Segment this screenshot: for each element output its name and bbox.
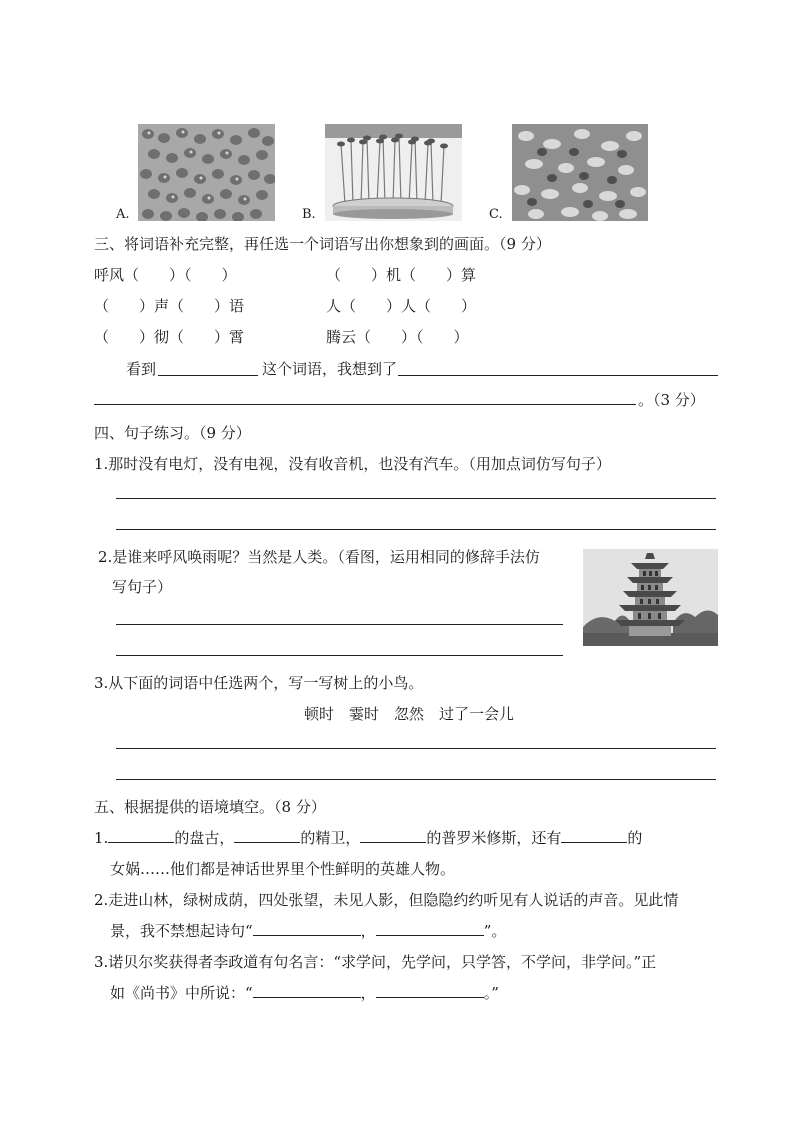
s3-idiom-3: （ ）声（ ）语 xyxy=(94,297,245,315)
s4-q2-line2: 写句子） xyxy=(112,578,173,596)
s3-idiom-4: 人（ ）人（ ） xyxy=(326,297,477,315)
option-b-label: B. xyxy=(302,207,316,222)
option-b-image-sprouts-tray xyxy=(325,124,462,221)
s5-q1-text-d: 的 xyxy=(627,829,643,847)
s4-q1-answer-line-2[interactable] xyxy=(116,529,716,530)
tower-illustration xyxy=(583,549,718,646)
s5-q1-text-c: 的普罗米修斯，还有 xyxy=(426,829,562,847)
s5-q3-line2 xyxy=(110,982,499,1003)
s5-q3-blank-1[interactable] xyxy=(253,983,361,998)
s5-q2-blank-2[interactable] xyxy=(376,921,484,936)
section3-heading: 三、将词语补充完整，再任选一个词语写出你想象到的画面。（9 分） xyxy=(94,235,551,253)
s5-q3-text-end: 。” xyxy=(483,984,499,1002)
s4-q3-answer-line-1[interactable] xyxy=(116,748,716,749)
s5-q1-text-a: 的盘古， xyxy=(174,829,235,847)
s3-blank-imagination-2[interactable] xyxy=(94,404,636,405)
section4-heading: 四、句子练习。（9 分） xyxy=(94,424,251,442)
s4-q1: 1.那时没有电灯，没有电视，没有收音机，也没有汽车。（用加点词仿写句子） xyxy=(94,455,611,473)
option-a-label: A. xyxy=(116,207,130,222)
s5-q1-number: 1. xyxy=(94,829,109,847)
s5-q2-text-end: ”。 xyxy=(483,922,507,940)
s4-q3-word-list: 顿时 霎时 忽然 过了一会儿 xyxy=(304,705,515,723)
s5-q1-blank-1[interactable] xyxy=(108,828,174,843)
s5-q3-text-pre: 如《尚书》中所说：“ xyxy=(110,984,253,1002)
s5-q3-blank-2[interactable] xyxy=(376,983,484,998)
s4-q3: 3.从下面的词语中任选两个，写一写树上的小鸟。 xyxy=(94,674,424,692)
s4-q1-answer-line-1[interactable] xyxy=(116,498,716,499)
s5-q1-blank-2[interactable] xyxy=(234,828,300,843)
s5-q2-line2 xyxy=(110,920,506,941)
s5-q3-text-mid: ， xyxy=(360,984,376,1002)
s5-q1-blank-3[interactable] xyxy=(360,828,426,843)
option-c-label: C. xyxy=(489,207,503,222)
s3-idiom-5: （ ）彻（ ）霄 xyxy=(94,328,245,346)
s4-q2-answer-line-1[interactable] xyxy=(116,624,563,625)
beans-illustration xyxy=(138,124,275,221)
option-c-image-bean-sprouts xyxy=(512,124,648,221)
s5-q1-line1 xyxy=(94,827,642,848)
s5-q2-text-mid: ， xyxy=(360,922,376,940)
s4-q2-answer-line-2[interactable] xyxy=(116,655,563,656)
s3-blank-imagination-1[interactable] xyxy=(398,375,718,376)
s3-write-middle: 这个词语，我想到了 xyxy=(262,360,398,378)
s5-q2-text-pre: 景，我不禁想起诗句“ xyxy=(110,922,253,940)
s3-blank-idiom[interactable] xyxy=(158,375,258,376)
s3-idiom-2: （ ）机（ ）算 xyxy=(326,266,477,284)
s5-q2-blank-1[interactable] xyxy=(253,921,361,936)
s4-q2-line1: 2.是谁来呼风唤雨呢？当然是人类。（看图，运用相同的修辞手法仿 xyxy=(98,548,540,566)
s3-idiom-1: 呼风（ ）（ ） xyxy=(94,266,237,284)
s3-idiom-6: 腾云（ ）（ ） xyxy=(326,328,469,346)
s4-q3-answer-line-2[interactable] xyxy=(116,779,716,780)
s5-q1-line2: 女娲……他们都是神话世界里个性鲜明的英雄人物。 xyxy=(110,860,456,878)
s5-q1-blank-4[interactable] xyxy=(561,828,627,843)
bean-sprouts-illustration xyxy=(512,124,648,221)
option-a-image-beans xyxy=(138,124,275,221)
s5-q3-line1: 3.诺贝尔奖获得者李政道有句名言：“求学问，先学问，只学答，不学问，非学问。”正 xyxy=(94,953,657,971)
s3-write-intro: 看到 xyxy=(126,360,157,378)
yellow-crane-tower-image xyxy=(583,549,718,646)
sprouts-tray-illustration xyxy=(325,124,462,221)
s5-q1-text-b: 的精卫， xyxy=(300,829,361,847)
s3-write-end: 。（3 分） xyxy=(638,391,705,409)
s5-q2-line1: 2.走进山林，绿树成荫，四处张望，未见人影，但隐隐约约听见有人说话的声音。见此情 xyxy=(94,891,679,909)
section5-heading: 五、根据提供的语境填空。（8 分） xyxy=(94,798,326,816)
